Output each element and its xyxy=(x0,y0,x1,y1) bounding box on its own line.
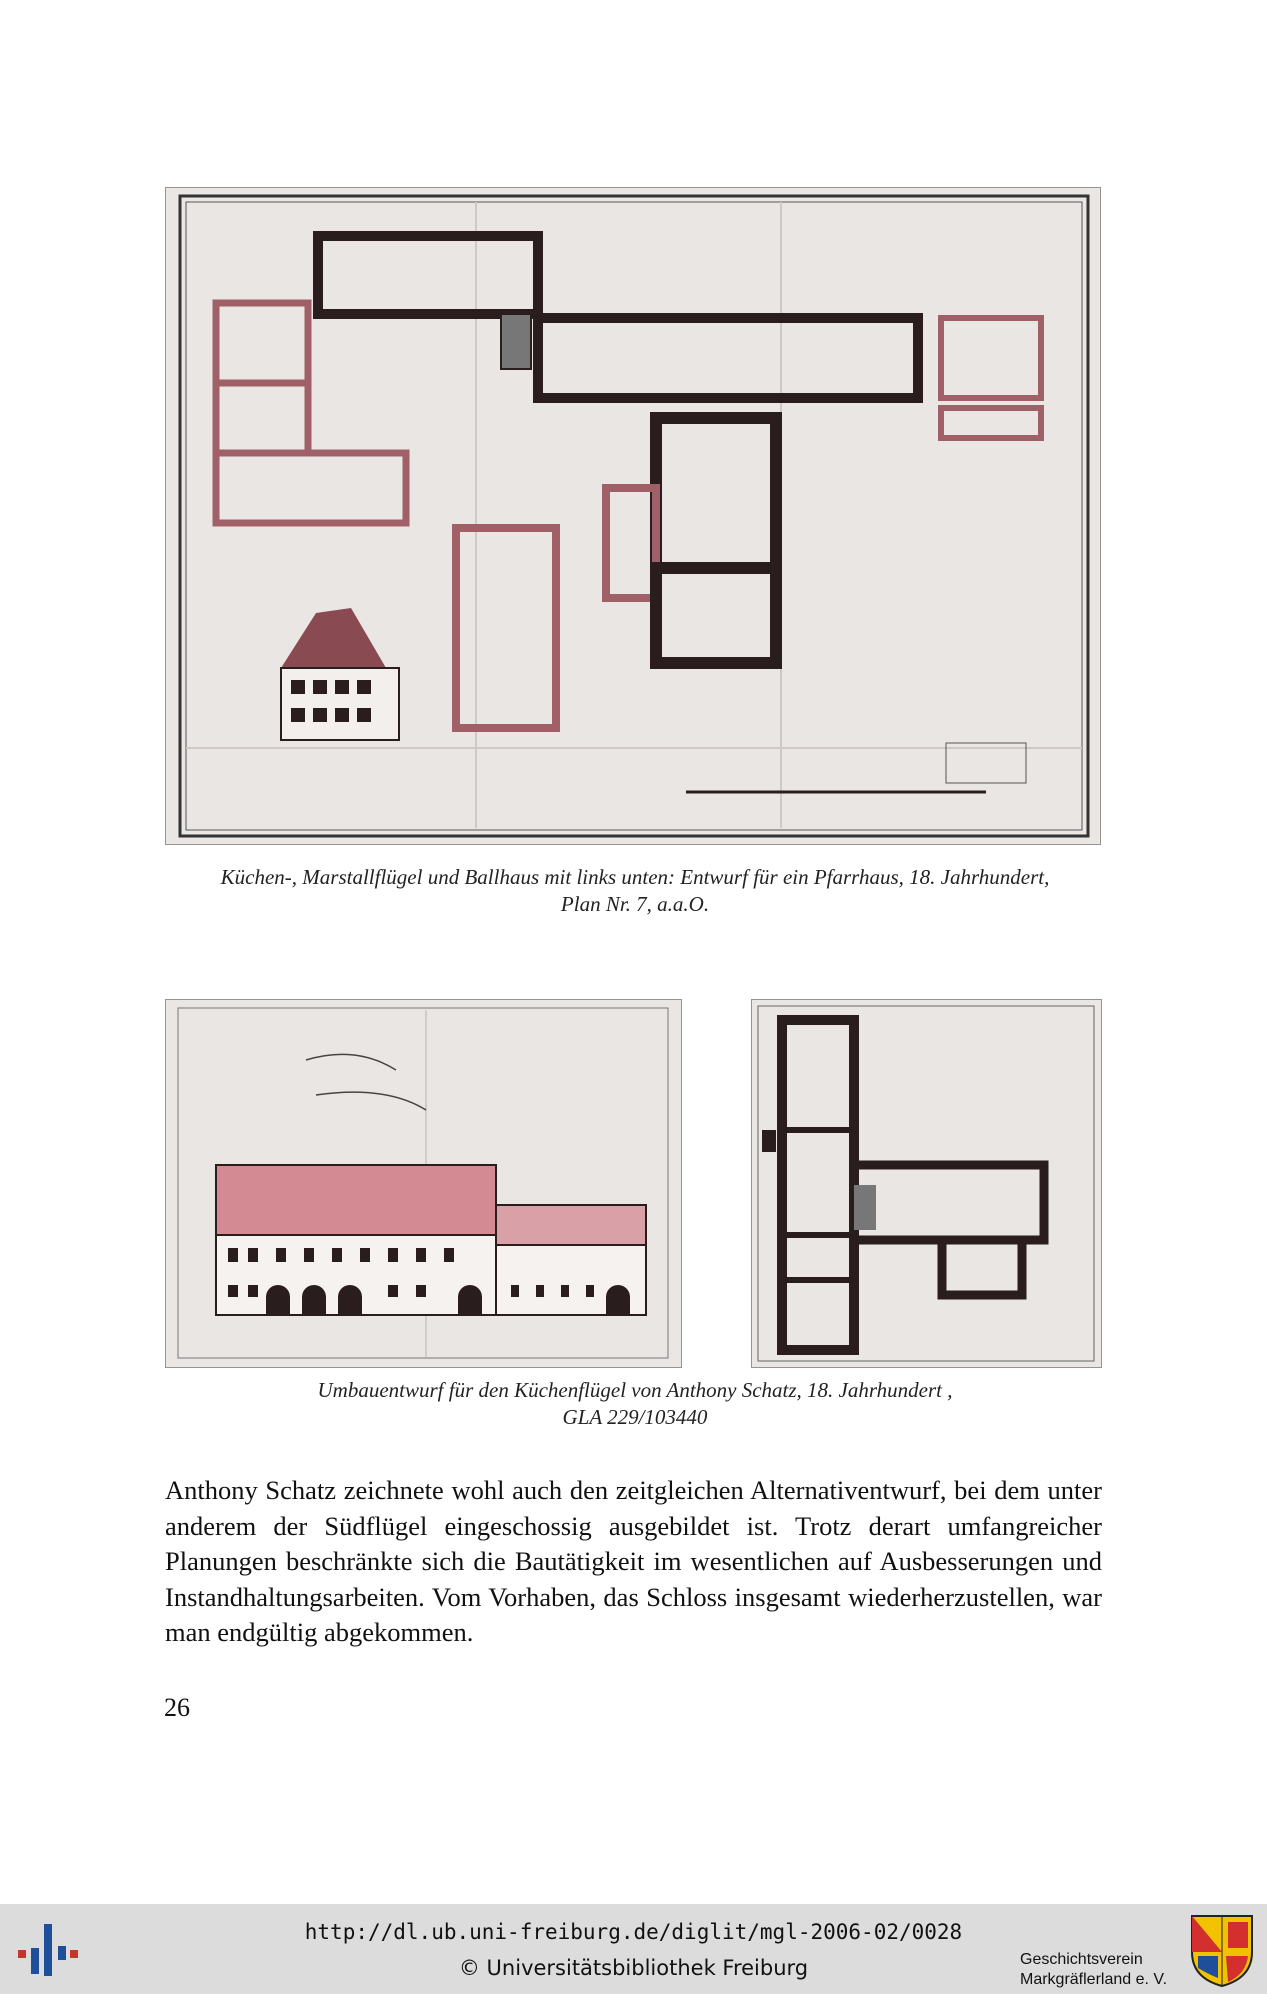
page-number: 26 xyxy=(164,1693,190,1722)
association-line: Markgräflerland e. V. xyxy=(1020,1971,1168,1988)
caption-line: Küchen-, Marstallflügel und Ballhaus mit links unten: Entwurf für ein Pfarrhaus, 18. Jahrhundert, xyxy=(220,865,1050,889)
footer-bar xyxy=(0,1904,1267,1994)
caption-line: Plan Nr. 7, a.a.O. xyxy=(560,892,710,916)
figure-2-caption xyxy=(165,1377,1105,1431)
coat-of-arms-icon xyxy=(1188,1912,1256,1988)
footer-copyright: © Universitätsbibliothek Freiburg xyxy=(458,1956,809,1980)
footer-url-link[interactable]: http://dl.ub.uni-freiburg.de/diglit/mgl-2006-02/0028 xyxy=(304,1920,963,1944)
association-line: Geschichtsverein xyxy=(1020,1951,1143,1968)
figure-plan-1 xyxy=(165,187,1101,845)
body-paragraph: Anthony Schatz zeichnete wohl auch den zeitgleichen Alternativentwurf, bei dem unter anderem der Südflügel eingeschossig ausgebildet ist. Trotz derart umfangreicher Planungen beschränkte sich die Bautätigkeit im wesentlichen auf Ausbesserungen und Instandhaltungsarbeiten. Vom Vorhaben, das Schloss insgesamt wiederherzustellen, war man endgültig abgekommen. xyxy=(165,1475,1102,1648)
caption-line: Umbauentwurf für den Küchenflügel von Anthony Schatz, 18. Jahrhundert , xyxy=(317,1378,953,1402)
caption-line: GLA 229/103440 xyxy=(562,1405,708,1429)
floorplan-drawing xyxy=(752,1000,1101,1367)
elevation-drawing xyxy=(166,1000,681,1367)
figure-floorplan xyxy=(751,999,1102,1368)
figure-1-caption xyxy=(165,864,1105,918)
footer-association xyxy=(1020,1950,1167,1990)
plan-1-drawing xyxy=(166,188,1100,844)
figure-elevation xyxy=(165,999,682,1368)
